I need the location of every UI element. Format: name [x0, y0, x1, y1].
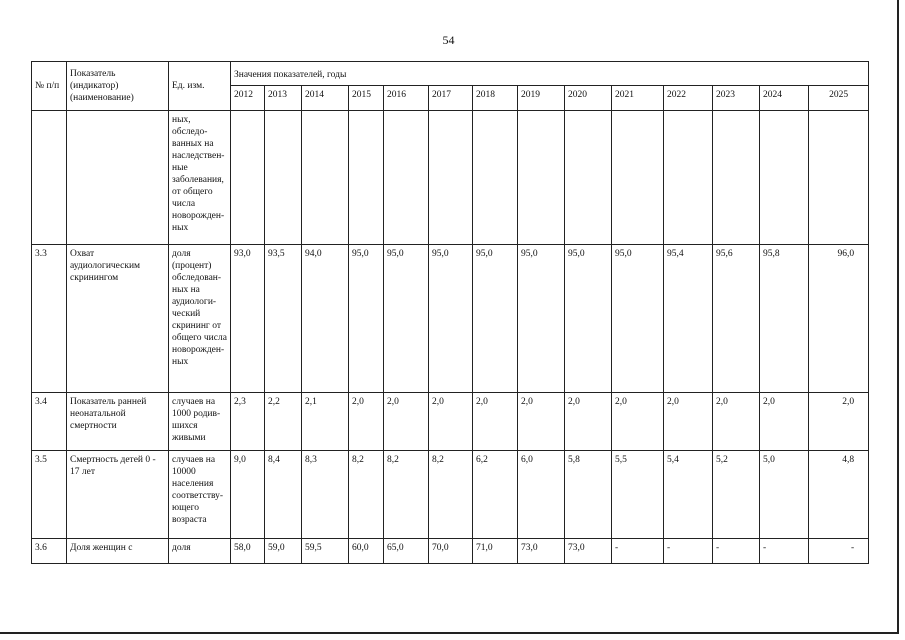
- value-cell: 5,8: [565, 451, 612, 539]
- value-cell: 2,3: [231, 393, 265, 451]
- value-cell: 8,4: [265, 451, 302, 539]
- row-indicator: Доля женщин с: [67, 539, 169, 564]
- value-cell: 2,0: [713, 393, 760, 451]
- value-cell: 59,5: [302, 539, 349, 564]
- value-cell: [265, 111, 302, 245]
- value-cell: [384, 111, 429, 245]
- table-row: [32, 393, 869, 451]
- value-cell: 5,0: [760, 451, 809, 539]
- value-cell: 95,0: [349, 245, 384, 393]
- value-cell: 73,0: [565, 539, 612, 564]
- value-cell: 5,2: [713, 451, 760, 539]
- value-cell: 4,8: [809, 451, 869, 539]
- table-row: [32, 111, 869, 245]
- header-year: 2019: [518, 86, 565, 111]
- value-cell: 95,0: [612, 245, 664, 393]
- row-indicator: Охват аудиологическим скринингом: [67, 245, 169, 393]
- row-unit: доля (процент) обследован-ных на аудиологи-ческий скрининг от общего числа новорожден-ных: [169, 245, 231, 393]
- value-cell: 95,0: [429, 245, 473, 393]
- header-year: 2012: [231, 86, 265, 111]
- value-cell: 95,0: [473, 245, 518, 393]
- page-number: 54: [442, 33, 455, 47]
- value-cell: [231, 111, 265, 245]
- value-cell: 2,0: [612, 393, 664, 451]
- header-year: 2021: [612, 86, 664, 111]
- value-cell: [518, 111, 565, 245]
- value-cell: 70,0: [429, 539, 473, 564]
- value-cell: [349, 111, 384, 245]
- value-cell: [473, 111, 518, 245]
- value-cell: 8,2: [429, 451, 473, 539]
- value-cell: 93,0: [231, 245, 265, 393]
- header-year: 2025: [809, 86, 869, 111]
- header-year: 2018: [473, 86, 518, 111]
- value-cell: 95,0: [565, 245, 612, 393]
- header-year: 2020: [565, 86, 612, 111]
- value-cell: [302, 111, 349, 245]
- value-cell: 8,2: [384, 451, 429, 539]
- row-number: 3.5: [32, 451, 67, 539]
- value-cell: 59,0: [265, 539, 302, 564]
- value-cell: 9,0: [231, 451, 265, 539]
- value-cell: [612, 111, 664, 245]
- value-cell: -: [760, 539, 809, 564]
- value-cell: 2,0: [518, 393, 565, 451]
- header-year: 2022: [664, 86, 713, 111]
- value-cell: [565, 111, 612, 245]
- header-year: 2014: [302, 86, 349, 111]
- value-cell: 8,2: [349, 451, 384, 539]
- table-row: [32, 451, 869, 539]
- value-cell: 94,0: [302, 245, 349, 393]
- value-cell: [713, 111, 760, 245]
- row-indicator: [67, 111, 169, 245]
- value-cell: 58,0: [231, 539, 265, 564]
- value-cell: [760, 111, 809, 245]
- header-year: 2016: [384, 86, 429, 111]
- value-cell: 2,0: [384, 393, 429, 451]
- row-number: [32, 111, 67, 245]
- row-unit: случаев на 10000 населения соответству-ющего возраста: [169, 451, 231, 539]
- value-cell: -: [713, 539, 760, 564]
- row-indicator: Смертность детей 0 - 17 лет: [67, 451, 169, 539]
- value-cell: -: [612, 539, 664, 564]
- value-cell: 2,0: [349, 393, 384, 451]
- value-cell: 95,4: [664, 245, 713, 393]
- value-cell: 73,0: [518, 539, 565, 564]
- value-cell: 2,0: [429, 393, 473, 451]
- row-unit: доля: [169, 539, 231, 564]
- value-cell: 8,3: [302, 451, 349, 539]
- table-row: [32, 539, 869, 564]
- value-cell: -: [664, 539, 713, 564]
- row-number: 3.6: [32, 539, 67, 564]
- header-year: 2013: [265, 86, 302, 111]
- value-cell: 95,0: [384, 245, 429, 393]
- row-number: 3.3: [32, 245, 67, 393]
- value-cell: 2,0: [760, 393, 809, 451]
- table-row: [32, 245, 869, 393]
- value-cell: 65,0: [384, 539, 429, 564]
- table-body: [32, 111, 869, 564]
- value-cell: 95,6: [713, 245, 760, 393]
- value-cell: 6,2: [473, 451, 518, 539]
- header-year: 2024: [760, 86, 809, 111]
- header-values-group: Значения показателей, годы: [231, 62, 869, 86]
- header-unit: Ед. изм.: [169, 62, 231, 111]
- value-cell: 5,5: [612, 451, 664, 539]
- value-cell: 2,0: [664, 393, 713, 451]
- header-indicator: Показатель (индикатор) (наименование): [67, 62, 169, 111]
- value-cell: [429, 111, 473, 245]
- indicators-table: [31, 61, 869, 564]
- value-cell: 6,0: [518, 451, 565, 539]
- value-cell: 5,4: [664, 451, 713, 539]
- value-cell: 93,5: [265, 245, 302, 393]
- row-unit: случаев на 1000 родив-шихся живыми: [169, 393, 231, 451]
- value-cell: 2,0: [565, 393, 612, 451]
- row-indicator: Показатель ранней неонатальной смертности: [67, 393, 169, 451]
- value-cell: 2,0: [473, 393, 518, 451]
- value-cell: 60,0: [349, 539, 384, 564]
- value-cell: 96,0: [809, 245, 869, 393]
- value-cell: 2,1: [302, 393, 349, 451]
- value-cell: 2,2: [265, 393, 302, 451]
- value-cell: [664, 111, 713, 245]
- value-cell: 95,8: [760, 245, 809, 393]
- value-cell: [809, 111, 869, 245]
- header-year: 2015: [349, 86, 384, 111]
- row-number: 3.4: [32, 393, 67, 451]
- value-cell: 2,0: [809, 393, 869, 451]
- header-row: [32, 62, 869, 86]
- header-year: 2017: [429, 86, 473, 111]
- row-unit: ных, обследо-ванных на наследствен-ные заболевания, от общего числа новорожден-ных: [169, 111, 231, 245]
- value-cell: 71,0: [473, 539, 518, 564]
- header-num: № п/п: [32, 62, 67, 111]
- header-year: 2023: [713, 86, 760, 111]
- value-cell: 95,0: [518, 245, 565, 393]
- value-cell: -: [809, 539, 869, 564]
